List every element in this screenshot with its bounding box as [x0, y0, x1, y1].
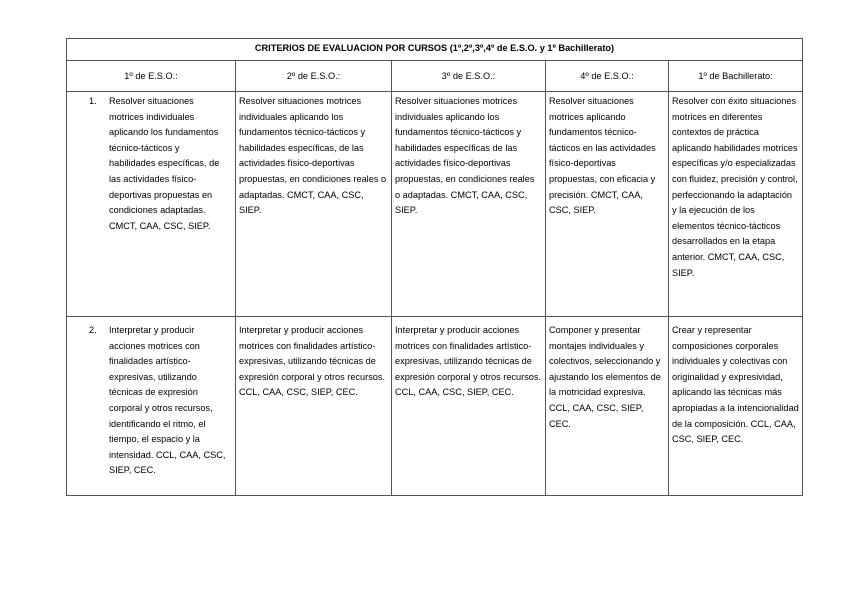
- criterion-text: Interpretar y producir acciones motrices con finalidades artístico-expresivas, utilizando técnicas de expresión corporal y otros recursos. CCL, CAA, CSC, SIEP, CEC.: [395, 325, 542, 398]
- title-row: [67, 39, 803, 61]
- criterion-cell: [546, 317, 669, 496]
- criterion-number: 1.: [89, 96, 97, 106]
- criterion-text: Interpretar y producir acciones motrices con finalidades artístico-expresivas, utilizando técnicas de expresión corporal y otros recursos. CCL, CAA, CSC, SIEP, CEC.: [239, 325, 386, 398]
- criterion-cell: [392, 317, 546, 496]
- criterion-number: 2.: [89, 325, 97, 335]
- criterion-text: Resolver situaciones motrices individuales aplicando los fundamentos técnico-tácticos y habilidades específicas, de las actividades físico-deportivas propuestas, en condiciones reales o adaptadas. CMCT, CAA, CSC, SIEP.: [239, 96, 387, 216]
- criterion-cell: [236, 317, 392, 496]
- criterion-cell: [67, 92, 236, 317]
- criterion-text: Interpretar y producir acciones motrices con finalidades artístico-expresivas, utilizando técnicas de expresión corporal y otros recursos, identificando el ritmo, el tiempo, el espacio y la intensidad. CCL, CAA, CSC, SIEP, CEC.: [109, 325, 226, 476]
- criterion-cell: [236, 92, 392, 317]
- criteria-table: [66, 38, 803, 496]
- header-cell: 3º de E.S.O.:: [392, 61, 546, 92]
- header-cell: 1º de Bachillerato:: [669, 61, 803, 92]
- criterion-text: Crear y representar composiciones corporales individuales y colectivas con originalidad y expresividad, aplicando las técnicas más apropiadas a la intencionalidad de la composición. CCL, CAA, CSC, SIEP, CEC.: [672, 325, 799, 445]
- header-row: [67, 61, 803, 92]
- table-title: CRITERIOS DE EVALUACION POR CURSOS (1º,2º,3º,4º de E.S.O. y 1º Bachillerato): [67, 39, 803, 61]
- criterion-text: Resolver situaciones motrices individuales aplicando los fundamentos técnico-tácticos y habilidades específicas, de las actividades físico-deportivas propuestas en condiciones adaptadas. CMCT, CAA, CSC, SIEP.: [109, 96, 220, 231]
- header-cell: 2º de E.S.O.:: [236, 61, 392, 92]
- header-cell: 4º de E.S.O.:: [546, 61, 669, 92]
- criterion-cell: [392, 92, 546, 317]
- criterion-cell: [669, 317, 803, 496]
- criterion-cell: [67, 317, 236, 496]
- criterion-cell: [546, 92, 669, 317]
- criterion-text: Resolver situaciones motrices aplicando fundamentos técnico-tácticos en las actividades físico-deportivas propuestas, con eficacia y precisión. CMCT, CAA, CSC, SIEP.: [549, 96, 656, 216]
- table-row: [67, 317, 803, 496]
- criterion-text: Resolver con éxito situaciones motrices en diferentes contextos de práctica aplicando habilidades motrices específicas y/o especializadas con fluidez, precisión y control, perfeccionando la adaptación y la ejecución de los elementos técnico-tácticos desarrollados en la etapa anterior. CMCT, CAA, CSC, SIEP.: [672, 96, 798, 278]
- table-row: [67, 92, 803, 317]
- header-cell: 1º de E.S.O.:: [67, 61, 236, 92]
- criterion-text: Componer y presentar montajes individuales y colectivos, seleccionando y ajustando los elementos de la motricidad expresiva. CCL, CAA, CSC, SIEP, CEC.: [549, 325, 661, 429]
- criterion-cell: [669, 92, 803, 317]
- criterion-text: Resolver situaciones motrices individuales aplicando los fundamentos técnico-tácticos y habilidades específicas de las actividades físico-deportivas propuestas, en condiciones reales o adaptadas. CMCT, CAA, CSC, SIEP.: [395, 96, 535, 216]
